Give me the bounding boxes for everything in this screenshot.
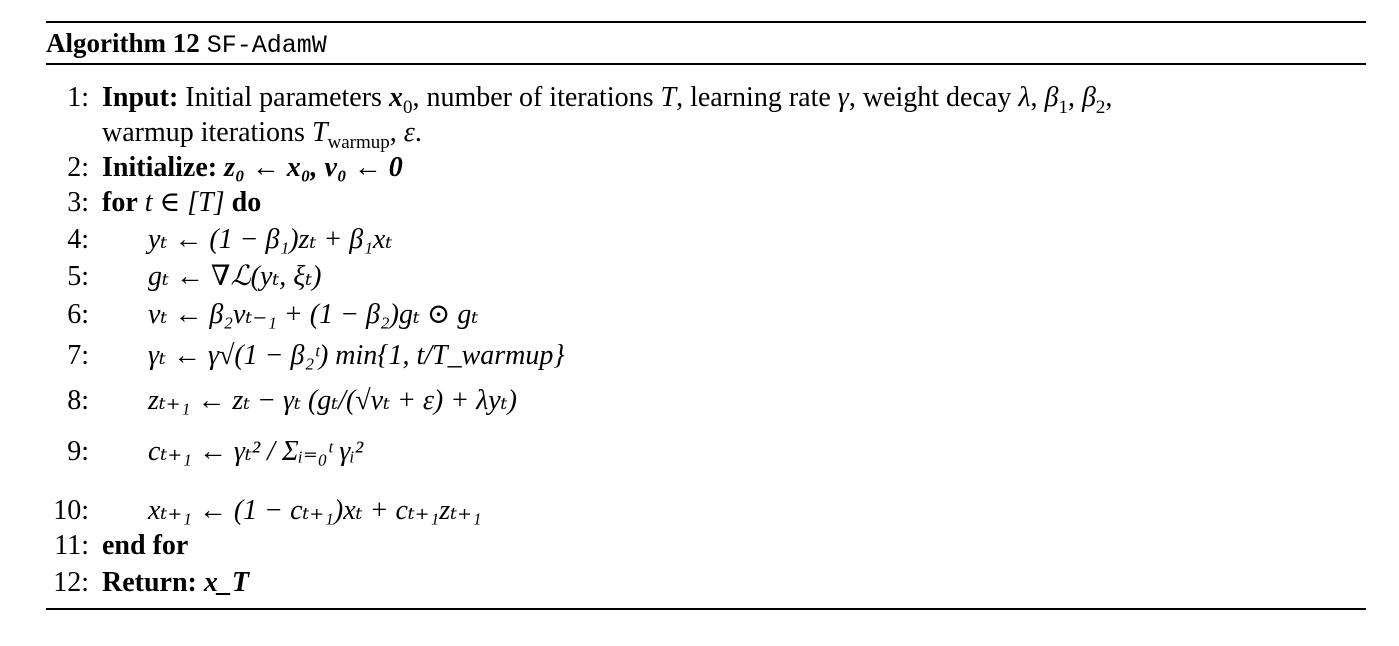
line-number: 10: xyxy=(53,495,89,526)
math-expression: zₜ₊₁ ← zₜ − γₜ (gₜ/(√vₜ + ε) + λyₜ) xyxy=(148,385,517,416)
keyword-return: Return: xyxy=(102,567,197,598)
line-body: warmup iterations $T_{warmup}$, ε. xyxy=(102,117,422,153)
line-number: 6: xyxy=(67,299,89,330)
line-number: 4: xyxy=(67,224,89,255)
keyword-input: Input: xyxy=(102,82,179,113)
algorithm-line-6 xyxy=(0,295,1399,335)
math-expression: vₜ ← β₂vₜ₋₁ + (1 − β₂)gₜ ⊙ gₜ xyxy=(148,299,479,330)
algorithm-line-1-continued xyxy=(0,113,1399,153)
algorithm-label: Algorithm 12 xyxy=(46,28,200,58)
algorithm-line-7 xyxy=(0,336,1399,376)
algorithm-line-8 xyxy=(0,381,1399,421)
line-body xyxy=(102,526,188,566)
math-expression: cₜ₊₁ ← γₜ² / Σᵢ₌₀ᵗ γᵢ² xyxy=(148,436,364,467)
algorithm-line-12 xyxy=(0,563,1399,603)
algorithm-line-3 xyxy=(0,183,1399,223)
line-body xyxy=(148,381,517,421)
keyword-initialize: Initialize: xyxy=(102,152,218,183)
algorithm-line-5 xyxy=(0,257,1399,297)
algorithm-line-2 xyxy=(0,148,1399,188)
line-body xyxy=(102,183,261,223)
line-number: 2: xyxy=(67,152,89,183)
line-body xyxy=(148,295,478,335)
top-rule xyxy=(46,21,1366,23)
line-body xyxy=(148,257,322,297)
math-expression: t ∈ [T] xyxy=(144,187,225,218)
line-body xyxy=(148,220,392,260)
line-number: 11: xyxy=(54,530,89,561)
math-expression: gₜ ← ∇ℒ(yₜ, ξₜ) xyxy=(148,261,322,292)
line-number: 7: xyxy=(67,340,89,371)
line-body xyxy=(148,491,482,531)
line-number: 9: xyxy=(67,436,89,467)
algorithm-line-1 xyxy=(0,78,1399,118)
algorithm-title xyxy=(46,24,327,62)
line-body xyxy=(148,336,565,376)
line-number: 5: xyxy=(67,261,89,292)
line-number: 1: xyxy=(67,82,89,113)
line-body: Input: Initial parameters $x_0$, number of iterations T, learning rate γ, weight decay λ, $\beta_1$, $\beta_2$, xyxy=(102,82,1113,118)
line-body xyxy=(148,432,363,472)
line-number: 3: xyxy=(67,187,89,218)
keyword-do: do xyxy=(231,187,262,218)
line-number: 12: xyxy=(53,567,89,598)
algorithm-line-4 xyxy=(0,220,1399,260)
math-expression: xₜ₊₁ ← (1 − cₜ₊₁)xₜ + cₜ₊₁zₜ₊₁ xyxy=(148,495,482,526)
keyword-for: for xyxy=(102,187,138,218)
header-rule xyxy=(46,63,1366,65)
math-expression: yₜ ← (1 − β₁)zₜ + β₁xₜ xyxy=(148,224,393,255)
line-body xyxy=(102,563,249,603)
bottom-rule xyxy=(46,608,1366,610)
math-expression: z₀ ← x₀, v₀ ← 0 xyxy=(224,152,403,183)
line-number: 8: xyxy=(67,385,89,416)
line-body xyxy=(102,148,403,188)
keyword-end-for: end for xyxy=(102,530,189,561)
algorithm-line-9 xyxy=(0,432,1399,472)
math-expression: γₜ ← γ√(1 − β₂ᵗ) min{1, t/T_warmup} xyxy=(148,340,565,371)
algorithm-name: SF-AdamW xyxy=(206,31,327,60)
algorithm-line-11 xyxy=(0,526,1399,566)
math-expression: x_T xyxy=(203,567,249,598)
algorithm-line-10 xyxy=(0,491,1399,531)
